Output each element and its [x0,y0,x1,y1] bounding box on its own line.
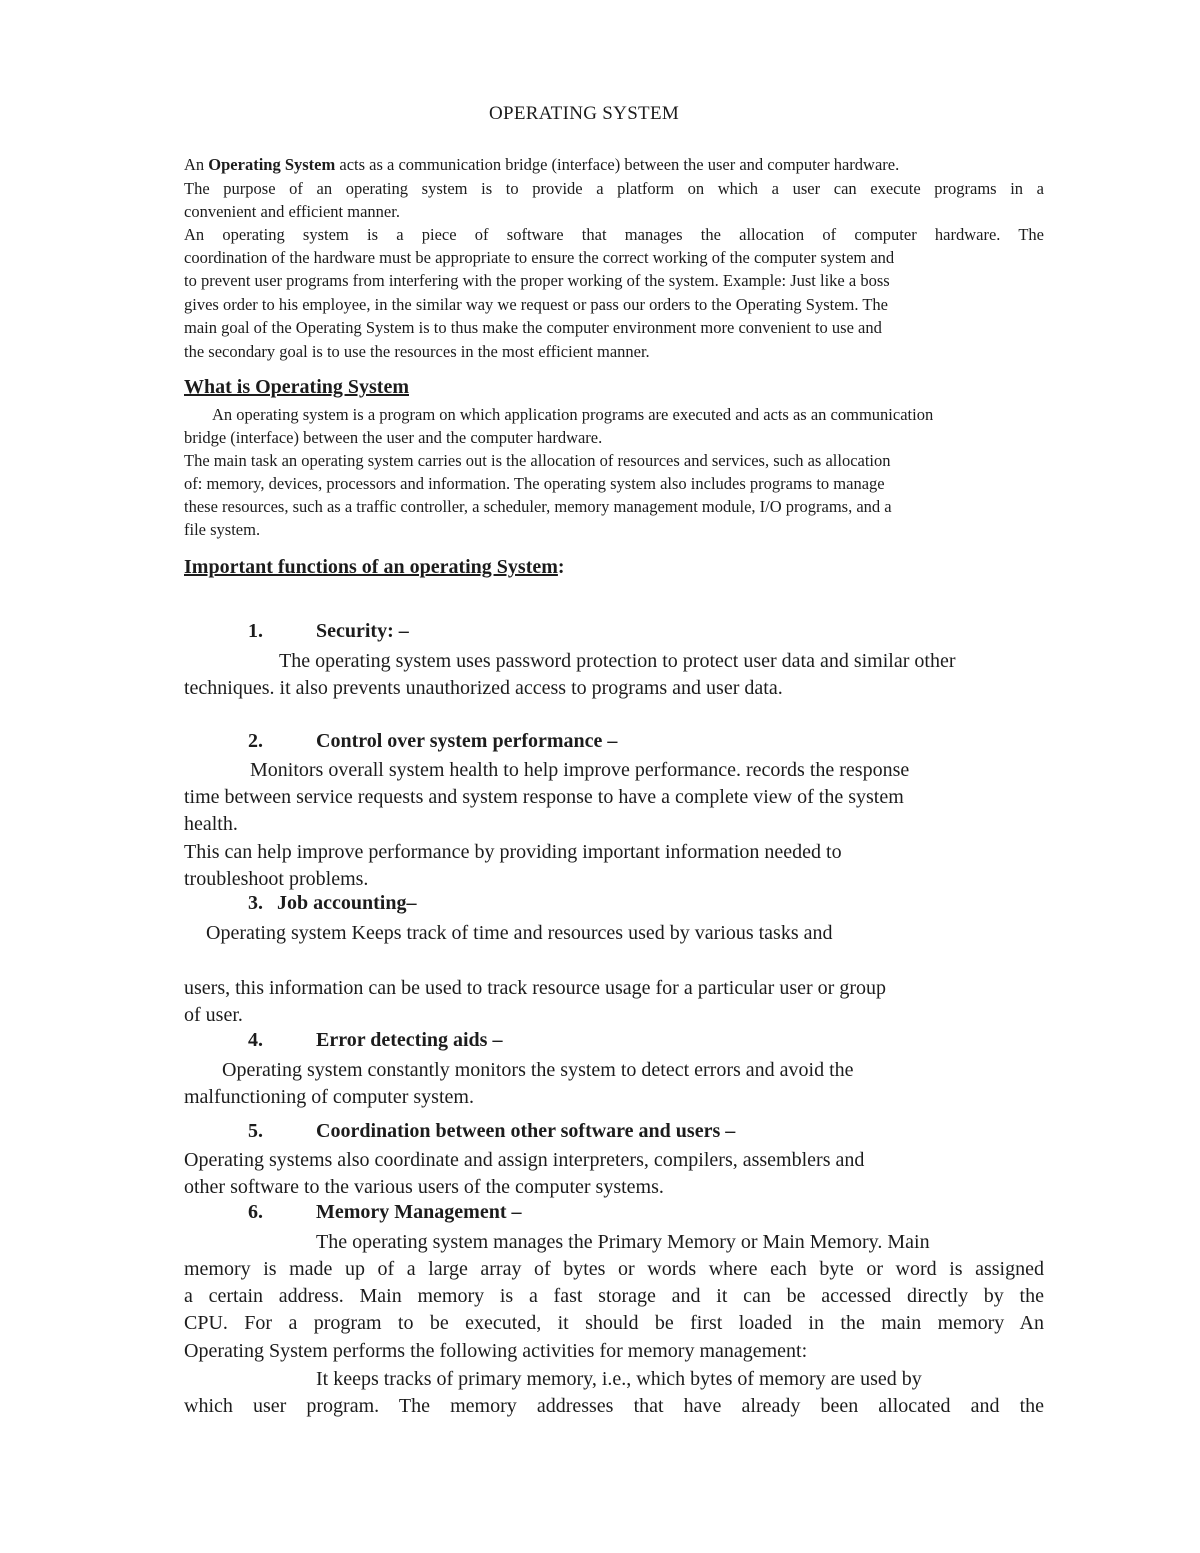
item-number: 3. [248,892,263,914]
item-label: Control over system performance – [316,730,618,752]
intro-line: An operating system is a piece of software that manages the allocation of computer hardware. The [184,225,1044,244]
item-label: Security: – [316,620,409,642]
item-body-line: Monitors overall system health to help improve performance. records the response [250,759,910,781]
item-number: 2. [248,730,263,752]
intro-line: The purpose of an operating system is to provide a platform on which a user can execute programs in a [184,179,1044,198]
item-number: 4. [248,1029,263,1051]
item-body-line: CPU. For a program to be executed, it should be first loaded in the main memory An [184,1312,1044,1334]
functions-heading-text: Important functions of an operating System [184,556,558,578]
document-title: OPERATING SYSTEM [489,103,680,124]
item-body-line: health. [184,813,238,835]
item-body-line: memory is made up of a large array of bytes or words where each byte or word is assigned [184,1258,1044,1280]
what-is-line: bridge (interface) between the user and the computer hardware. [184,428,603,447]
intro-line: to prevent user programs from interfering with the proper working of the system. Example: Just like a boss [184,271,890,290]
item-body-line: troubleshoot problems. [184,868,369,890]
intro-line: the secondary goal is to use the resources in the most efficient manner. [184,342,650,361]
item-number: 5. [248,1120,263,1142]
what-is-heading: What is Operating System [184,376,409,398]
item-body-line: users, this information can be used to track resource usage for a particular user or group [184,977,886,999]
intro-line: gives order to his employee, in the similar way we request or pass our orders to the Operating System. The [184,295,888,314]
item-body-line: malfunctioning of computer system. [184,1086,474,1108]
item-body-line: It keeps tracks of primary memory, i.e., which bytes of memory are used by [316,1368,922,1390]
item-body-line: The operating system manages the Primary Memory or Main Memory. Main [316,1231,930,1253]
what-is-line: of: memory, devices, processors and information. The operating system also includes programs to manage [184,474,885,493]
intro-line: coordination of the hardware must be appropriate to ensure the correct working of the computer system and [184,248,895,267]
item-body-line: of user. [184,1004,243,1026]
item-label: Error detecting aids – [316,1029,503,1051]
intro-line-1 [184,153,899,176]
intro-prefix: An [184,155,209,174]
item-body-line: Operating systems also coordinate and assign interpreters, compilers, assemblers and [184,1149,865,1171]
item-body-line: a certain address. Main memory is a fast storage and it can be accessed directly by the [184,1285,1044,1307]
item-body-line: which user program. The memory addresses that have already been allocated and the [184,1395,1044,1417]
what-is-line: The main task an operating system carries out is the allocation of resources and services, such as allocation [184,451,891,470]
item-number: 6. [248,1201,263,1223]
item-body-line: other software to the various users of the computer systems. [184,1176,664,1198]
what-is-line: these resources, such as a traffic controller, a scheduler, memory management module, I/O programs, and a [184,497,892,516]
item-label: Job accounting– [277,892,417,914]
what-is-line: An operating system is a program on which application programs are executed and acts as an communication [212,405,934,424]
item-body-line: Operating system Keeps track of time and resources used by various tasks and [206,922,833,944]
item-body-line: time between service requests and system response to have a complete view of the system [184,786,904,808]
intro-line: convenient and efficient manner. [184,202,400,221]
item-body-line: The operating system uses password protection to protect user data and similar other [279,650,956,672]
what-is-line: file system. [184,520,261,539]
item-number: 1. [248,620,263,642]
intro-bold-term: Operating System [208,155,336,174]
intro-line: main goal of the Operating System is to thus make the computer environment more convenient to use and [184,318,882,337]
item-body-line: techniques. it also prevents unauthorized access to programs and user data. [184,677,783,699]
functions-heading [184,556,565,579]
item-label: Memory Management – [316,1201,522,1223]
item-label: Coordination between other software and users – [316,1120,736,1142]
functions-heading-colon: : [557,556,565,578]
intro-suffix: acts as a communication bridge (interface) between the user and computer hardware. [335,155,900,174]
item-body-line: This can help improve performance by providing important information needed to [184,841,842,863]
item-body-line: Operating System performs the following activities for memory management: [184,1340,808,1362]
item-body-line: Operating system constantly monitors the system to detect errors and avoid the [222,1059,854,1081]
